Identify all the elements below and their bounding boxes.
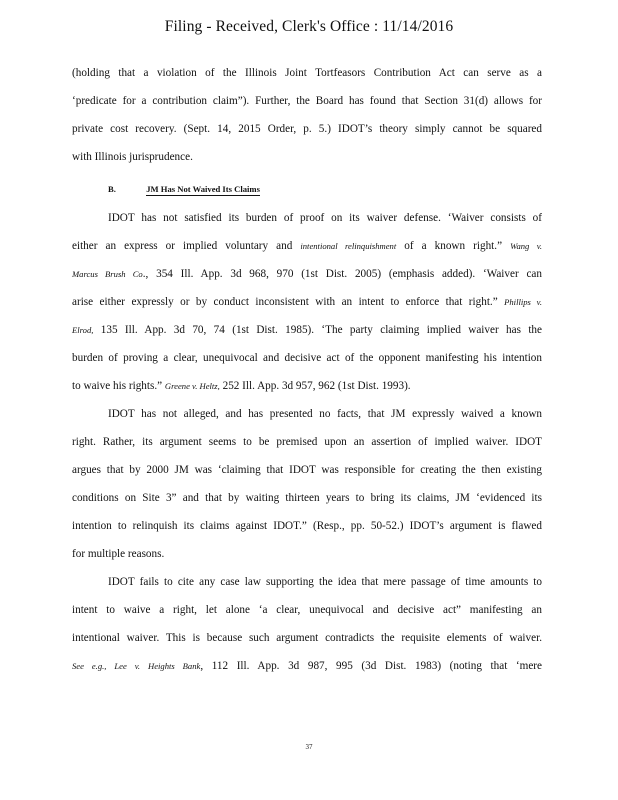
section-letter: B. — [108, 184, 116, 194]
section-title: JM Has Not Waived Its Claims — [146, 184, 260, 194]
text-line: conditions on Site 3” and that by waiting thirteen years to bring its claims, JM ‘evidenced its — [72, 492, 542, 504]
text-line: IDOT has not satisfied its burden of proof on its waiver defense. ‘Waiver consists of — [108, 212, 542, 224]
text-line: ‘predicate for a contribution claim”). Further, the Board has found that Section 31(d) allows for — [72, 95, 542, 107]
text-line — [72, 239, 542, 253]
case-name: Greene v. Heltz, — [164, 381, 220, 391]
case-name: Phillips v. — [504, 297, 542, 307]
case-name: See e.g., Lee v. Heights Bank — [72, 661, 201, 671]
text-segment: arise either expressly or by conduct inconsistent with an intent to enforce that right.” — [72, 296, 498, 308]
text-line: argues that by 2000 JM was ‘claiming that IDOT was responsible for creating the then existing — [72, 464, 542, 476]
text-line: private cost recovery. (Sept. 14, 2015 Order, p. 5.) IDOT’s theory simply cannot be squared — [72, 123, 542, 135]
section-heading — [108, 184, 260, 194]
case-name: Elrod, — [72, 325, 94, 335]
text-line — [72, 659, 542, 673]
text-line — [72, 267, 542, 281]
case-name: Wang v. — [510, 241, 543, 251]
text-line: intentional waiver. This is because such argument contradicts the requisite elements of waiver. — [72, 632, 542, 644]
text-segment: 135 Ill. App. 3d 70, 74 (1st Dist. 1985). ‘The party claiming implied waiver has the — [93, 324, 542, 336]
text-line: intent to waive a right, let alone ‘a clear, unequivocal and decisive act” manifesting an — [72, 604, 542, 616]
text-segment: to waive his rights.” — [72, 380, 163, 392]
text-line: right. Rather, its argument seems to be premised upon an assertion of implied waiver. IDOT — [72, 436, 542, 448]
text-line: for multiple reasons. — [72, 548, 165, 560]
filing-header: Filing - Received, Clerk's Office : 11/14/2016 — [164, 18, 454, 35]
text-line — [72, 323, 542, 337]
text-segment: ., 354 Ill. App. 3d 968, 970 (1st Dist. 2005) (emphasis added). ‘Waiver can — [142, 268, 542, 280]
text-segment: either an express or implied voluntary and — [72, 240, 293, 252]
text-line: IDOT has not alleged, and has presented no facts, that JM expressly waived a known — [108, 408, 542, 420]
text-line: burden of proving a clear, unequivocal and decisive act of the opponent manifesting his intention — [72, 352, 542, 364]
text-line: intention to relinquish its claims against IDOT.” (Resp., pp. 50-52.) IDOT’s argument is flawed — [72, 520, 542, 532]
text-segment: of a known right.” — [404, 240, 503, 252]
text-segment: 252 Ill. App. 3d 957, 962 (1st Dist. 1993). — [219, 380, 411, 392]
text-line: (holding that a violation of the Illinois Joint Tortfeasors Contribution Act can serve as a — [72, 67, 542, 79]
text-line — [72, 295, 542, 309]
text-line: with Illinois jurisprudence. — [72, 151, 193, 163]
text-segment: , 112 Ill. App. 3d 987, 995 (3d Dist. 1983) (noting that ‘mere — [200, 660, 542, 672]
text-line — [72, 379, 542, 393]
emphasis-text: intentional relinquishment — [300, 241, 397, 251]
page-number: 37 — [305, 743, 313, 751]
text-line: IDOT fails to cite any case law supporting the idea that mere passage of time amounts to — [108, 576, 542, 588]
case-name: Marcus Brush Co — [72, 269, 143, 279]
